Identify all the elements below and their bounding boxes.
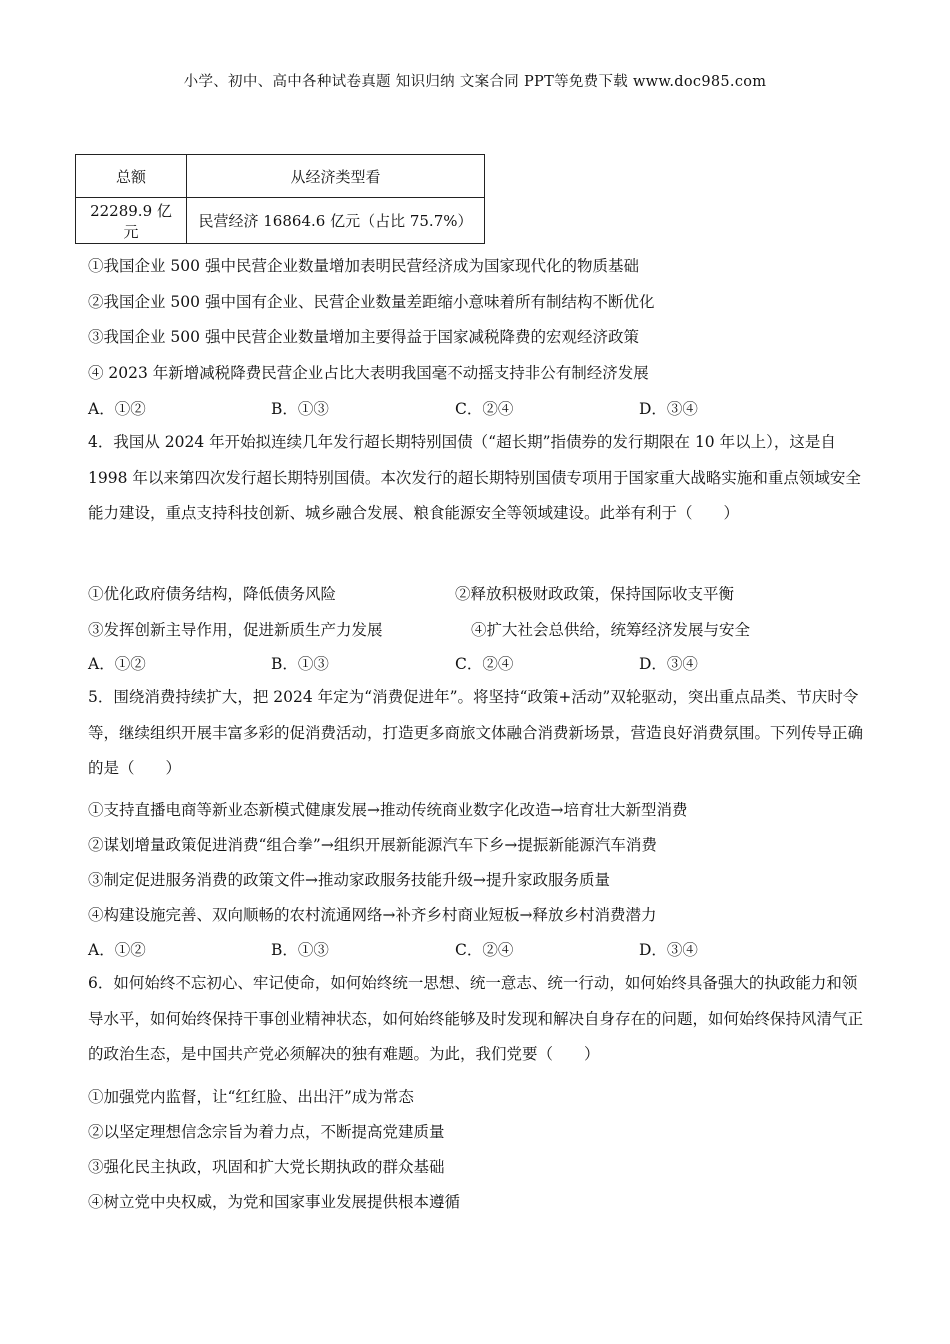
q4-option-b[interactable]: B．①③ [271,655,329,673]
q6-statement-2: ②以坚定理想信念宗旨为着力点，不断提高党建质量 [88,1123,445,1141]
q4-statement-3: ③发挥创新主导作用，促进新质生产力发展 [88,621,383,639]
page-header: 小学、初中、高中各种试卷真题 知识归纳 文案合同 PPT等免费下载 www.doc985.com [183,74,767,90]
q3-statement-1: ①我国企业 500 强中民营企业数量增加表明民营经济成为国家现代化的物质基础 [88,257,639,275]
data-table [75,154,485,244]
q4-statement-1: ①优化政府债务结构，降低债务风险 [88,585,337,603]
q5-option-c[interactable]: C．②④ [455,941,514,959]
q5-statement-1: ①支持直播电商等新业态新模式健康发展→推动传统商业数字化改造→培育壮大新型消费 [88,801,688,819]
q5-statement-4: ④构建设施完善、双向顺畅的农村流通网络→补齐乡村商业短板→释放乡村消费潜力 [88,906,657,924]
q6-statement-1: ①加强党内监督，让“红红脸、出出汗”成为常态 [88,1088,414,1106]
table-header-type: 从经济类型看 [187,155,485,198]
q5-statement-2: ②谋划增量政策促进消费“组合拳”→组织开展新能源汽车下乡→提振新能源汽车消费 [88,836,657,854]
q4-option-c[interactable]: C．②④ [455,655,514,673]
q3-statement-3: ③我国企业 500 强中民营企业数量增加主要得益于国家减税降费的宏观经济政策 [88,328,639,346]
q6-statement-4: ④树立党中央权威，为党和国家事业发展提供根本遵循 [88,1193,461,1211]
q5-option-b[interactable]: B．①③ [271,941,329,959]
q3-option-b[interactable]: B．①③ [271,400,329,418]
q4-statement-2: ②释放积极财政政策，保持国际收支平衡 [455,585,735,603]
q4-statement-4: ④扩大社会总供给，统筹经济发展与安全 [471,621,751,639]
q6-statement-3: ③强化民主执政，巩固和扩大党长期执政的群众基础 [88,1158,445,1176]
q6-stem: 6．如何始终不忘初心、牢记使命，如何始终统一思想、统一意志、统一行动，如何始终具备强大的执政能力和领导水平，如何始终保持干事创业精神状态，如何始终能够及时发现和解决自身存在的问题，如何始终保持风清气正的政治生态，是中国共产党必须解决的独有难题。为此，我们党要（ ） [88,974,864,1063]
q5-option-d[interactable]: D．③④ [639,941,698,959]
q5-stem: 5．围绕消费持续扩大，把 2024 年定为“消费促进年”。将坚持“政策+活动”双轮驱动，突出重点品类、节庆时令等，继续组织开展丰富多彩的促消费活动，打造更多商旅文体融合消费新场景，营造良好消费氛围。下列传导正确的是（ ） [88,688,864,777]
table-cell-private: 民营经济 16864.6 亿元（占比 75.7%） [187,198,485,244]
table-cell-total: 22289.9 亿元 [76,198,187,244]
q3-statement-4: ④ 2023 年新增减税降费民营企业占比大表明我国毫不动摇支持非公有制经济发展 [88,364,649,382]
table-header-total: 总额 [76,155,187,198]
q5-option-a[interactable]: A．①② [88,941,146,959]
q3-option-a[interactable]: A．①② [88,400,146,418]
q3-option-d[interactable]: D．③④ [639,400,698,418]
q3-option-c[interactable]: C．②④ [455,400,514,418]
q4-option-d[interactable]: D．③④ [639,655,698,673]
q3-statement-2: ②我国企业 500 强中国有企业、民营企业数量差距缩小意味着所有制结构不断优化 [88,293,655,311]
q4-option-a[interactable]: A．①② [88,655,146,673]
q5-statement-3: ③制定促进服务消费的政策文件→推动家政服务技能升级→提升家政服务质量 [88,871,610,889]
q4-stem: 4．我国从 2024 年开始拟连续几年发行超长期特别国债（“超长期”指债券的发行期限在 10 年以上），这是自 1998 年以来第四次发行超长期特别国债。本次发行的超长期特别国债专项用于国家重大战略实施和重点领域安全能力建设，重点支持科技创新、城乡融合发展、粮食能源安全等领域建设。此举有利于（ ） [88,433,861,522]
